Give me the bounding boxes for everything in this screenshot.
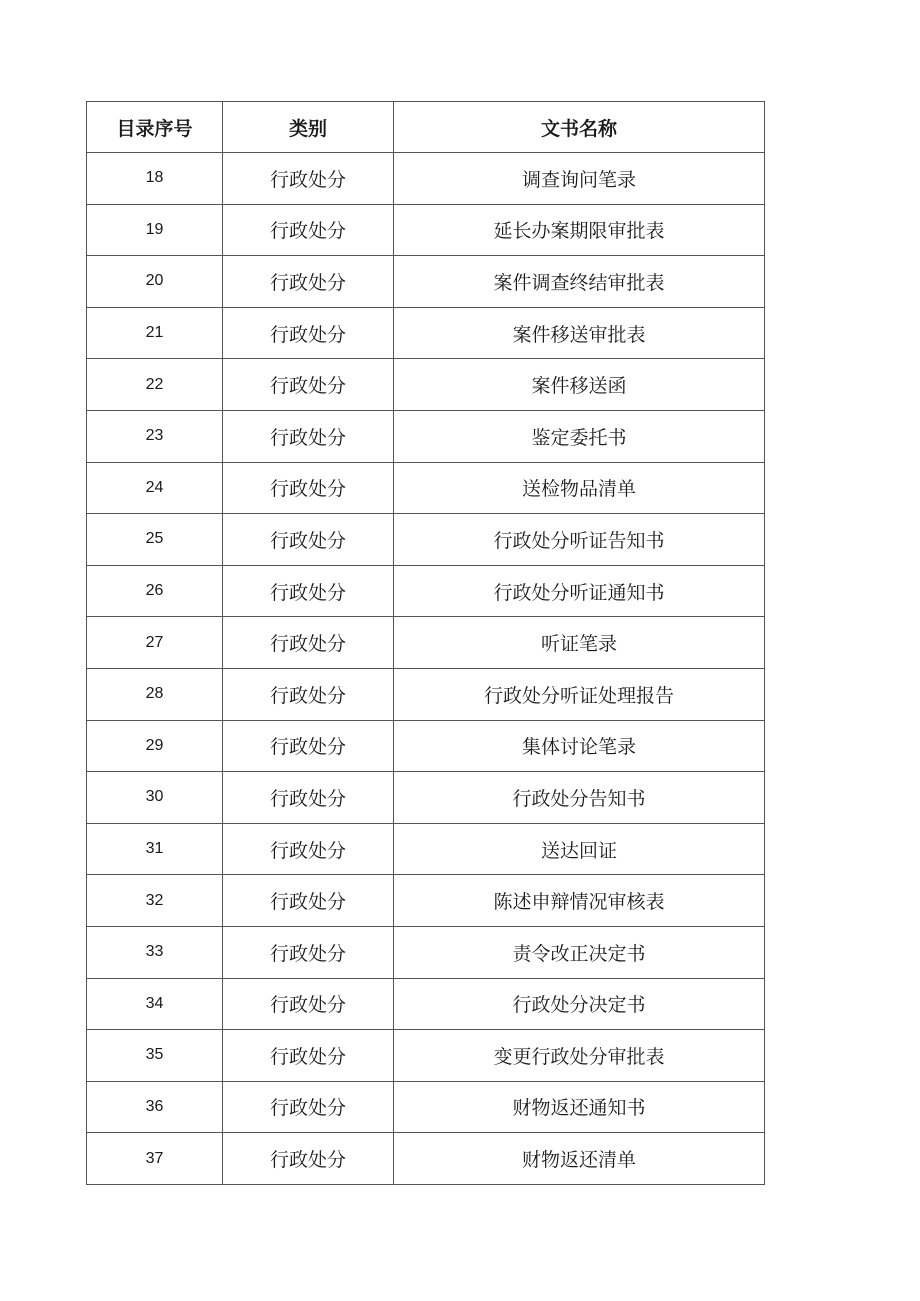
table-row (87, 153, 765, 205)
cell-index: 32 (87, 875, 223, 927)
cell-index: 37 (87, 1133, 223, 1185)
cell-category: 行政处分 (223, 823, 394, 875)
table-row (87, 410, 765, 462)
cell-doc-name: 送达回证 (394, 823, 765, 875)
table-row (87, 978, 765, 1030)
cell-index: 19 (87, 204, 223, 256)
cell-index: 21 (87, 307, 223, 359)
cell-index: 29 (87, 720, 223, 772)
cell-index: 27 (87, 617, 223, 669)
table-row (87, 720, 765, 772)
cell-doc-name: 案件调查终结审批表 (394, 256, 765, 308)
cell-category: 行政处分 (223, 565, 394, 617)
cell-category: 行政处分 (223, 256, 394, 308)
table-row (87, 1030, 765, 1082)
table-row (87, 359, 765, 411)
cell-category: 行政处分 (223, 617, 394, 669)
cell-category: 行政处分 (223, 153, 394, 205)
cell-category: 行政处分 (223, 462, 394, 514)
table-row (87, 565, 765, 617)
header-doc-name: 文书名称 (394, 102, 765, 153)
cell-index: 34 (87, 978, 223, 1030)
cell-index: 33 (87, 926, 223, 978)
cell-category: 行政处分 (223, 359, 394, 411)
header-index: 目录序号 (87, 102, 223, 153)
cell-doc-name: 案件移送审批表 (394, 307, 765, 359)
cell-category: 行政处分 (223, 668, 394, 720)
cell-doc-name: 延长办案期限审批表 (394, 204, 765, 256)
cell-index: 23 (87, 410, 223, 462)
cell-category: 行政处分 (223, 978, 394, 1030)
cell-doc-name: 行政处分听证告知书 (394, 514, 765, 566)
cell-doc-name: 案件移送函 (394, 359, 765, 411)
cell-doc-name: 行政处分听证处理报告 (394, 668, 765, 720)
cell-category: 行政处分 (223, 875, 394, 927)
table-row (87, 514, 765, 566)
cell-category: 行政处分 (223, 1030, 394, 1082)
cell-doc-name: 行政处分决定书 (394, 978, 765, 1030)
cell-index: 22 (87, 359, 223, 411)
cell-index: 28 (87, 668, 223, 720)
cell-index: 31 (87, 823, 223, 875)
cell-doc-name: 陈述申辩情况审核表 (394, 875, 765, 927)
cell-doc-name: 行政处分告知书 (394, 772, 765, 824)
cell-category: 行政处分 (223, 1133, 394, 1185)
cell-doc-name: 变更行政处分审批表 (394, 1030, 765, 1082)
document-catalog-table (86, 101, 765, 1185)
cell-index: 26 (87, 565, 223, 617)
table-row (87, 307, 765, 359)
table-row (87, 1133, 765, 1185)
cell-index: 24 (87, 462, 223, 514)
cell-index: 25 (87, 514, 223, 566)
cell-doc-name: 行政处分听证通知书 (394, 565, 765, 617)
table-row (87, 204, 765, 256)
cell-doc-name: 集体讨论笔录 (394, 720, 765, 772)
cell-doc-name: 送检物品清单 (394, 462, 765, 514)
table-row (87, 668, 765, 720)
table-row (87, 875, 765, 927)
cell-doc-name: 听证笔录 (394, 617, 765, 669)
cell-category: 行政处分 (223, 1081, 394, 1133)
table-row (87, 823, 765, 875)
cell-doc-name: 责令改正决定书 (394, 926, 765, 978)
cell-category: 行政处分 (223, 772, 394, 824)
cell-doc-name: 鉴定委托书 (394, 410, 765, 462)
cell-category: 行政处分 (223, 307, 394, 359)
cell-index: 36 (87, 1081, 223, 1133)
table-row (87, 462, 765, 514)
cell-category: 行政处分 (223, 204, 394, 256)
table-header (87, 102, 765, 153)
cell-doc-name: 财物返还清单 (394, 1133, 765, 1185)
table-row (87, 1081, 765, 1133)
cell-index: 18 (87, 153, 223, 205)
cell-doc-name: 调查询问笔录 (394, 153, 765, 205)
table-row (87, 772, 765, 824)
cell-index: 20 (87, 256, 223, 308)
table-body (87, 153, 765, 1185)
header-category: 类别 (223, 102, 394, 153)
table-row (87, 256, 765, 308)
table-row (87, 926, 765, 978)
cell-category: 行政处分 (223, 514, 394, 566)
table-row (87, 617, 765, 669)
cell-index: 30 (87, 772, 223, 824)
cell-category: 行政处分 (223, 926, 394, 978)
cell-category: 行政处分 (223, 720, 394, 772)
cell-category: 行政处分 (223, 410, 394, 462)
cell-index: 35 (87, 1030, 223, 1082)
header-row (87, 102, 765, 153)
cell-doc-name: 财物返还通知书 (394, 1081, 765, 1133)
